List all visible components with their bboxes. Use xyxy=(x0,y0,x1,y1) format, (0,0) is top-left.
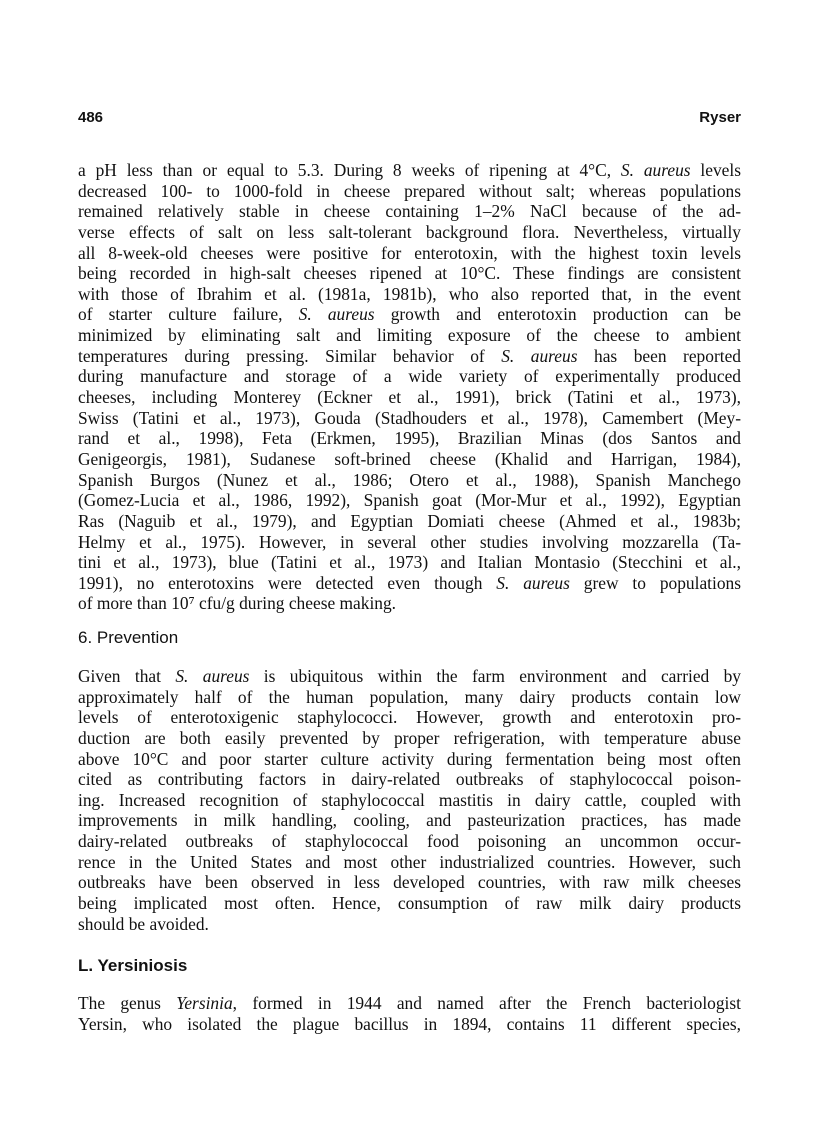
text-line: being recorded in high-salt cheeses ripened at 10°C. These findings are consistent xyxy=(78,263,741,284)
text-line: Swiss (Tatini et al., 1973), Gouda (Stadhouders et al., 1978), Camembert (Mey- xyxy=(78,407,741,428)
text-line: levels of enterotoxigenic staphylococci. However, growth and enterotoxin pro- xyxy=(78,707,741,728)
text-line: of starter culture failure, S. aureus growth and enterotoxin production can be xyxy=(78,304,741,325)
italic-taxon: S. aureus xyxy=(501,345,578,366)
text-line: minimized by eliminating salt and limiting exposure of the cheese to ambient xyxy=(78,325,741,346)
text-line: verse effects of salt on less salt-tolerant background flora. Nevertheless, virtually xyxy=(78,221,741,242)
text-line: improvements in milk handling, cooling, and pasteurization practices, has made xyxy=(78,810,741,831)
text-line: Spanish Burgos (Nunez et al., 1986; Otero et al., 1988), Spanish Manchego xyxy=(78,469,741,490)
text-line: cheeses, including Monterey (Eckner et al., 1991), brick (Tatini et al., 1973), xyxy=(78,387,741,408)
paragraph-cheese-studies xyxy=(78,160,741,614)
text-line: temperatures during pressing. Similar behavior of S. aureus has been reported xyxy=(78,345,741,366)
text-line: Yersin, who isolated the plague bacillus in 1894, contains 11 different species, xyxy=(78,1013,741,1034)
text-line: The genus Yersinia, formed in 1944 and named after the French bacteriologist xyxy=(78,993,741,1013)
page-number: 486 xyxy=(78,109,104,126)
text-line: remained relatively stable in cheese containing 1–2% NaCl because of the ad- xyxy=(78,201,741,222)
text-line: ing. Increased recognition of staphylococcal mastitis in dairy cattle, coupled with xyxy=(78,789,741,810)
text-line: (Gomez-Lucia et al., 1986, 1992), Spanish goat (Mor-Mur et al., 1992), Egyptian xyxy=(78,490,741,511)
section-heading-yersiniosis: L. Yersiniosis xyxy=(78,956,188,975)
text-line: tini et al., 1973), blue (Tatini et al., 1973) and Italian Montasio (Stecchini et al., xyxy=(78,552,741,573)
text-line: being implicated most often. Hence, consumption of raw milk dairy products xyxy=(78,893,741,914)
text-line: during manufacture and storage of a wide variety of experimentally produced xyxy=(78,366,741,387)
text-line: Genigeorgis, 1981), Sudanese soft-brined cheese (Khalid and Harrigan, 1984), xyxy=(78,448,741,469)
paragraph-yersinia-intro xyxy=(78,993,741,1034)
italic-taxon: S. aureus xyxy=(620,160,691,180)
text-line: decreased 100- to 1000-fold in cheese prepared without salt; whereas populations xyxy=(78,180,741,201)
text-line: of more than 10⁷ cfu/g during cheese making. xyxy=(78,593,397,614)
text-line: rence in the United States and most other industrialized countries. However, such xyxy=(78,851,741,872)
running-head: Ryser xyxy=(699,109,741,126)
text-line: approximately half of the human population, many dairy products contain low xyxy=(78,686,741,707)
text-line: duction are both easily prevented by proper refrigeration, with temperature abuse xyxy=(78,727,741,748)
text-line: should be avoided. xyxy=(78,913,209,934)
text-line: rand et al., 1998), Feta (Erkmen, 1995), Brazilian Minas (dos Santos and xyxy=(78,428,741,449)
text-line: 1991), no enterotoxins were detected even though S. aureus grew to populations xyxy=(78,572,741,593)
section-heading-prevention: 6. Prevention xyxy=(78,628,179,647)
text-line: above 10°C and poor starter culture activity during fermentation being most often xyxy=(78,748,741,769)
text-line: dairy-related outbreaks of staphylococcal food poisoning an uncommon occur- xyxy=(78,831,741,852)
text-line: Ras (Naguib et al., 1979), and Egyptian Domiati cheese (Ahmed et al., 1983b; xyxy=(78,510,741,531)
text-line: cited as contributing factors in dairy-related outbreaks of staphylococcal poison- xyxy=(78,769,741,790)
text-line: all 8-week-old cheeses were positive for enterotoxin, with the highest toxin levels xyxy=(78,242,741,263)
paragraph-prevention xyxy=(78,666,741,934)
italic-taxon: S. aureus xyxy=(496,572,570,593)
text-line: outbreaks have been observed in less developed countries, with raw milk cheeses xyxy=(78,872,741,893)
italic-taxon: Yersinia xyxy=(176,993,233,1013)
italic-taxon: S. aureus xyxy=(298,304,375,325)
text-line: with those of Ibrahim et al. (1981a, 1981b), who also reported that, in the event xyxy=(78,283,741,304)
text-line: Helmy et al., 1975). However, in several other studies involving mozzarella (Ta- xyxy=(78,531,741,552)
text-line: Given that S. aureus is ubiquitous within the farm environment and carried by xyxy=(78,666,741,686)
text-line: a pH less than or equal to 5.3. During 8 weeks of ripening at 4°C, S. aureus levels xyxy=(78,160,741,180)
italic-taxon: S. aureus xyxy=(175,666,250,686)
